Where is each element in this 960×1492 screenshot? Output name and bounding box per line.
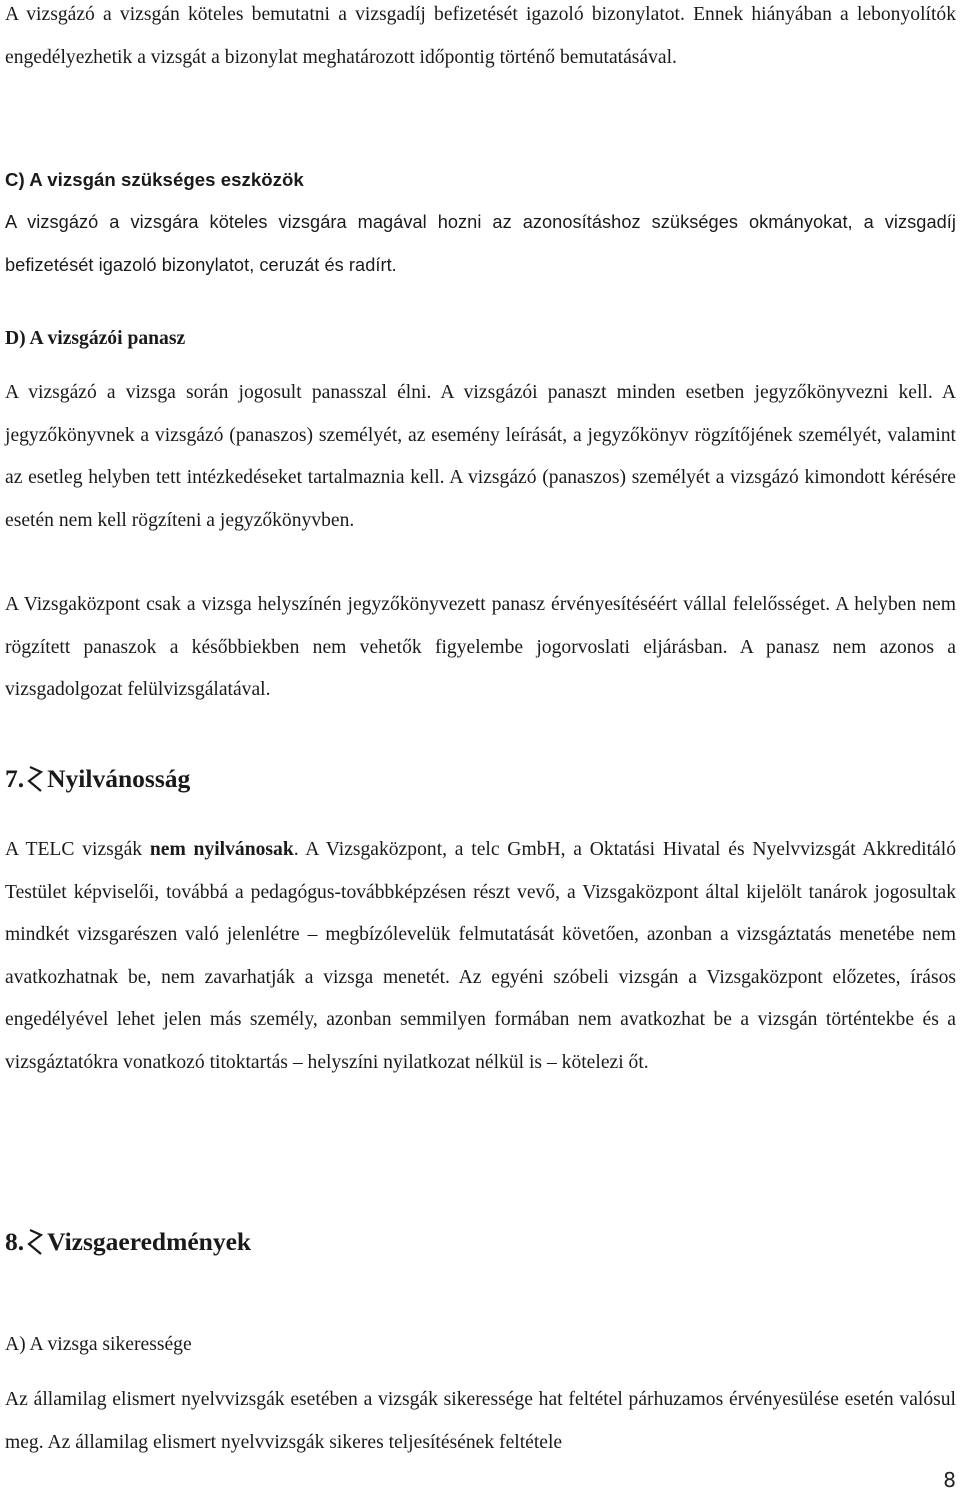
- intro-paragraph: A vizsgázó a vizsgán köteles bemutatni a vizsgadíj befizetését igazoló bizonylatot. Ennek hiányában a lebonyolítók engedélyezhetik a vizsgát a bizonylat meghatározott időpontig történő bemutatásával.: [5, 4, 956, 68]
- section-7-title: Nyilvánosság: [47, 764, 191, 793]
- section-8-sub-a-heading: A) A vizsga sikeressége: [5, 1334, 192, 1355]
- section-d-heading: D) A vizsgázói panasz: [5, 328, 186, 349]
- section-7-body-emphasis: nem nyilvánosak: [149, 839, 294, 860]
- section-8-heading: [5, 1221, 956, 1263]
- section-d-body-1: A vizsgázó a vizsga során jogosult panasszal élni. A vizsgázói panaszt minden esetben jegyzőkönyvezni kell. A jegyzőkönyvnek a vizsgázó (panaszos) személyét, az esemény leírását, a jegyzőkönyv rögzítőjének személyét, valamint az esetleg helyben tett intézkedéseket tartalmaznia kell. A vizsgázó (panaszos) személyét a vizsgázó kimondott kérésére esetén nem kell rögzíteni a jegyzőkönyvben.: [5, 382, 956, 531]
- page-number: 8: [943, 1468, 956, 1492]
- section-8-body: Az államilag elismert nyelvvizsgák esetében a vizsgák sikeressége hat feltétel párhuzamos érvényesülése esetén valósul meg. Az államilag elismert nyelvvizsgák sikeres teljesítésének feltétele: [5, 1389, 956, 1453]
- section-8-title: Vizsgaeredmények: [47, 1227, 252, 1256]
- section-7-body-rest: . A Vizsgaközpont, a telc GmbH, a Oktatási Hivatal és Nyelvvizsgát Akkreditáló Testület képviselői, továbbá a pedagógus-továbbképzésen részt vevő, a Vizsgaközpont által kijelölt tanárok jogosultak mindkét vizsgarészen való jelenlétre – megbízólevelük felmutatását követően, azonban a vizsgáztatás menetébe nem avatkozhatnak be, nem zavarhatják a vizsga menetét. Az egyéni szóbeli vizsgán a Vizsgaközpont előzetes, írásos engedélyével lehet jelen más személy, azonban semmilyen formában nem avatkozhat be a vizsgán történtekbe és a vizsgáztatókra vonatkozó titoktartás – helyszíni nyilatkozat nélkül is – kötelezi őt.: [5, 839, 956, 1073]
- section-d-body-2: A Vizsgaközpont csak a vizsga helyszínén jegyzőkönyvezett panasz érvényesítéséért vállal felelősséget. A helyben nem rögzített panaszok a későbbiekben nem vehetők figyelembe jogorvoslati eljárásban. A panasz nem azonos a vizsgadolgozat felülvizsgálatával.: [5, 594, 956, 701]
- section-c-body: A vizsgázó a vizsgára köteles vizsgára magával hozni az azonosításhoz szükséges okmányokat, a vizsgadíj befizetését igazoló bizonylatot, ceruzát és radírt.: [5, 212, 956, 275]
- section-7-number: 7.: [5, 764, 25, 793]
- section-7-heading: [5, 758, 956, 800]
- section-7-body: [5, 829, 956, 1085]
- section-marker-icon: [25, 1228, 45, 1256]
- section-marker-icon: [25, 765, 45, 793]
- section-8-number: 8.: [5, 1227, 25, 1256]
- section-c-heading: C) A vizsgán szükséges eszközök: [5, 169, 304, 190]
- section-7-body-start: A TELC vizsgák: [5, 839, 150, 860]
